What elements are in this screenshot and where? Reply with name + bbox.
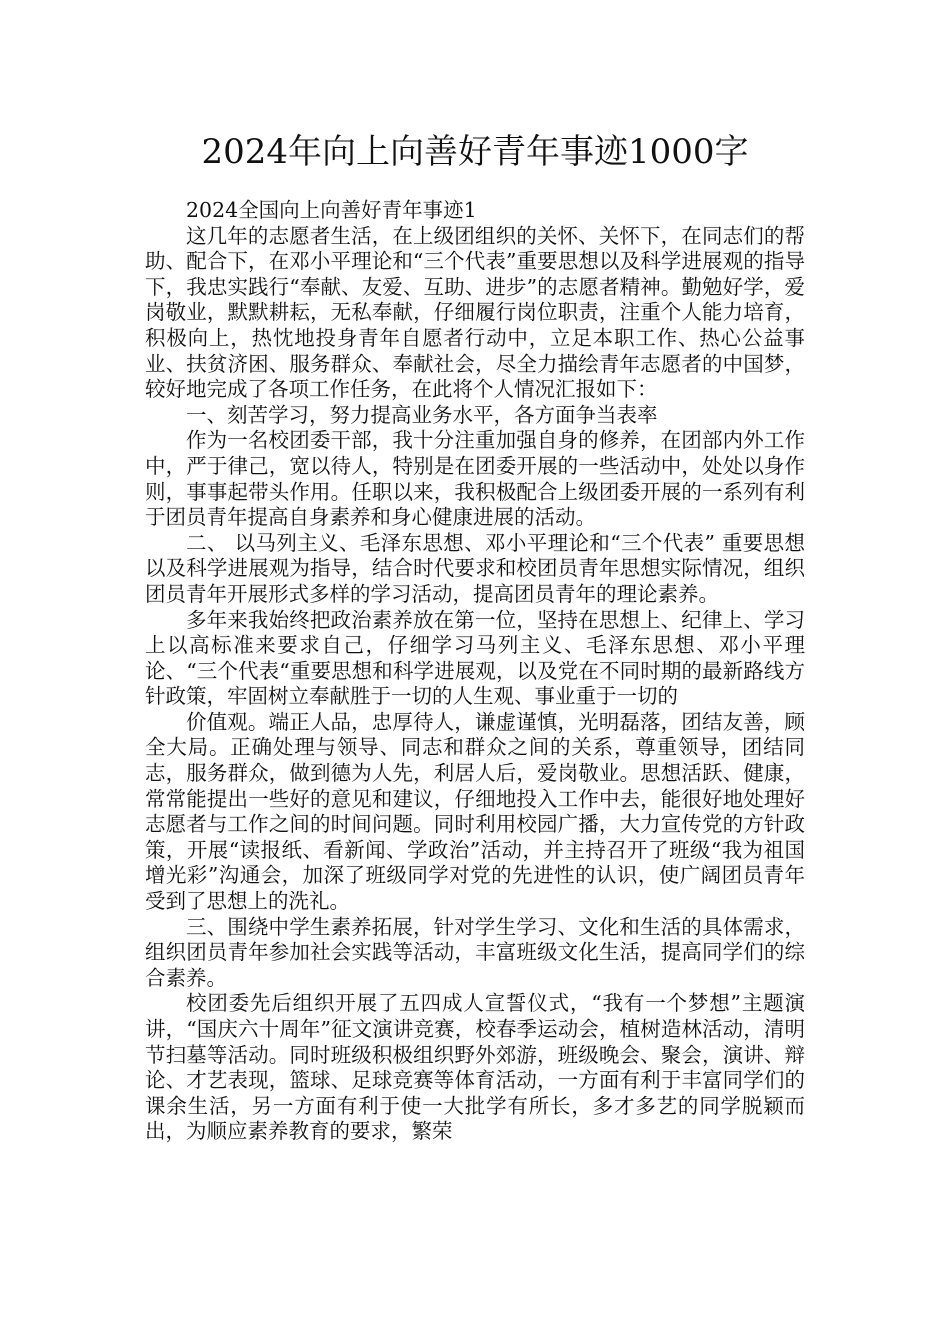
section-heading-2: 二、 以马列主义、毛泽东思想、邓小平理论和“三个代表” 重要思想以及科学进展观为指导，结合时代要求和校团员青年思想实际情况，组织团员青年开展形式多样的学习活动，提高团员青年的理论素养。	[145, 530, 805, 606]
paragraph-subtitle: 2024全国向上向善好青年事迹1	[186, 198, 477, 222]
paragraph-section-2b: 价值观。端正人品，忠厚待人，谦虚谨慎，光明磊落，团结友善，顾全大局。正确处理与领导、同志和群众之间的关系，尊重领导，团结同志，服务群众，做到德为人先，利居人后，爱岗敬业。思想活跃、健康，常常能提出一些好的意见和建议，仔细地投入工作中去，能很好地处理好志愿者与工作之间的时间问题。同时利用校园广播，大力宣传党的方针政策，开展“读报纸、看新闻、学政治”活动，并主持召开了班级“我为祖国增光彩”沟通会，加深了班级同学对党的先进性的认识，使广阔团员青年受到了思想上的洗礼。	[145, 709, 805, 914]
section-heading-3: 三、围绕中学生素养拓展，针对学生学习、文化和生活的具体需求，组织团员青年参加社会实践等活动，丰富班级文化生活，提高同学们的综合素养。	[145, 914, 805, 990]
section-heading-1: 一、刻苦学习，努力提高业务水平，各方面争当表率	[186, 402, 658, 427]
paragraph-intro: 这几年的志愿者生活，在上级团组织的关怀、关怀下，在同志们的帮助、配合下，在邓小平理论和“三个代表”重要思想以及科学进展观的指导下，我忠实践行“奉献、友爱、互助、进步”的志愿者精神。勤勉好学，爱岗敬业，默默耕耘，无私奉献，仔细履行岗位职责，注重个人能力培育，积极向上，热忱地投身青年自愿者行动中，立足本职工作、热心公益事业、扶贫济困、服务群众、奉献社会，尽全力描绘青年志愿者的中国梦，较好地完成了各项工作任务，在此将个人情况汇报如下：	[145, 223, 805, 402]
document-title: 2024年向上向善好青年事迹1000字	[201, 132, 749, 172]
paragraph-section-3: 校团委先后组织开展了五四成人宣誓仪式，“我有一个梦想”主题演讲，“国庆六十周年”征文演讲竞赛，校春季运动会，植树造林活动，清明节扫墓等活动。同时班级积极组织野外郊游，班级晚会、聚会，演讲、辩论、才艺表现，篮球、足球竞赛等体育活动，一方面有利于丰富同学们的课余生活，另一方面有利于使一大批学有所长，多才多艺的同学脱颖而出，为顺应素养教育的要求，繁荣	[145, 991, 805, 1144]
paragraph-section-2a: 多年来我始终把政治素养放在第一位，坚持在思想上、纪律上、学习上以高标准来要求自己，仔细学习马列主义、毛泽东思想、邓小平理论、“三个代表“重要思想和科学进展观，以及党在不同时期的最新路线方针政策，牢固树立奉献胜于一切的人生观、事业重于一切的	[145, 607, 805, 709]
document-body	[145, 198, 805, 1145]
paragraph-section-1: 作为一名校团委干部，我十分注重加强自身的修养，在团部内外工作中，严于律己，宽以待人，特别是在团委开展的一些活动中，处处以身作则，事事起带头作用。任职以来，我积极配合上级团委开展的一系列有利于团员青年提高自身素养和身心健康进展的活动。	[145, 428, 805, 530]
